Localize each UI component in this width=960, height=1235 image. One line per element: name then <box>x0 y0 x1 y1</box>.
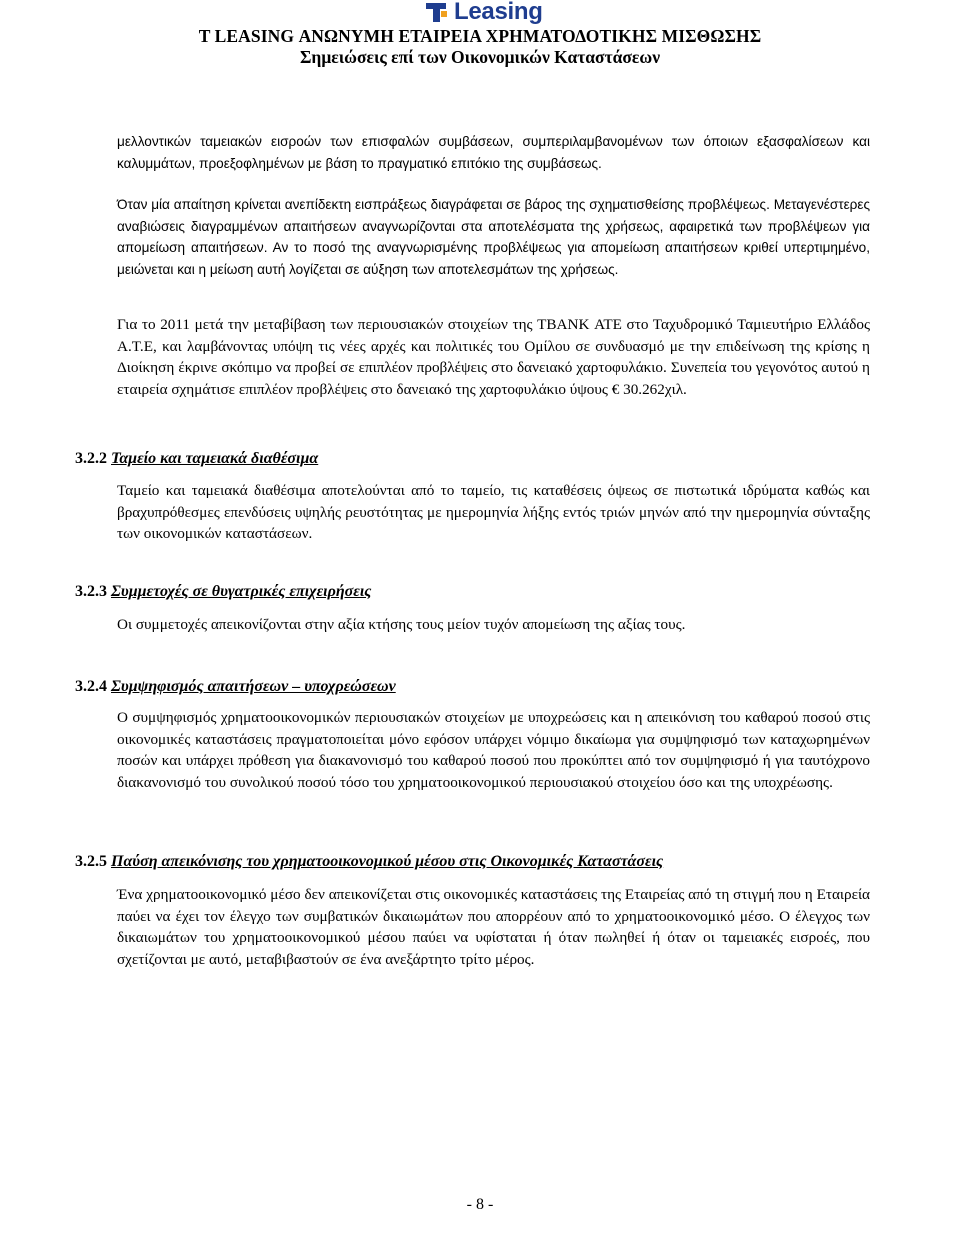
section-body-3-2-3 <box>117 614 870 636</box>
page-number: - 8 - <box>466 1196 494 1213</box>
section-body-3-2-4 <box>117 707 870 793</box>
paragraph-text: Όταν μία απαίτηση κρίνεται ανεπίδεκτη εισπράξεως διαγράφεται σε βάρος της σχηματισθείσης προβλέψεως. Μεταγενέστερες αναβιώσεις διαγραμμένων απαιτήσεων αναγνωρίζονται στα αποτελέσματα της χρήσεως, αφαιρετικά των προβλέψεων για απομείωση απαιτήσεων. Αν το ποσό της αναγνωρισμένης προβλέψεως για απομείωση απαιτήσεων κριθεί υπερτιμημένο, μειώνεται και η μείωση αυτή λογίζεται σε αύξηση των αποτελεσμάτων της χρήσεως. <box>117 197 870 277</box>
paragraph-text: Ταμείο και ταμειακά διαθέσιμα αποτελούνται από το ταμείο, τις καταθέσεις όψεως σε πιστωτικά ιδρύματα καθώς και βραχυπρόθεσμες επενδύσεις υψηλής ρευστότητας με ημερομηνία λήξης εντός τριών μηνών από την ημερομηνία σύνταξης των οικονομικών καταστάσεων. <box>117 482 870 543</box>
company-logo <box>426 0 543 24</box>
section-number: 3.2.3 <box>75 583 107 600</box>
section-number: 3.2.2 <box>75 450 107 467</box>
section-heading-3-2-5 <box>75 853 663 871</box>
document-subtitle: Σημειώσεις επί των Οικονομικών Καταστάσεων <box>299 47 661 67</box>
section-title: Ταμείο και ταμειακά διαθέσιμα <box>111 450 319 467</box>
section-heading-3-2-2 <box>75 450 318 468</box>
paragraph-text: Ένα χρηματοοικονομικό μέσο δεν απεικονίζεται στις οικονομικές καταστάσεις της Εταιρείας από τη στιγμή που η Εταιρεία παύει να έχει τον έλεγχο των συμβατικών δικαιωμάτων που απορρέουν από το χρηματοοικονομικό μέσο. Ο έλεγχος των δικαιωμάτων του χρηματοοικονομικού μέσου παύει να υφίσταται ή όταν πωληθεί ή όταν οι ταμειακές εισροές, που σχετίζονται με αυτό, μεταβιβαστούν σε ένα ανεξάρτητο τρίτο μέρος. <box>117 886 870 968</box>
t-logo-icon <box>426 2 448 22</box>
section-heading-3-2-3 <box>75 583 371 601</box>
section-number: 3.2.5 <box>75 853 107 870</box>
paragraph-1 <box>117 131 870 174</box>
paragraph-2 <box>117 194 870 280</box>
section-title: Συμμετοχές σε θυγατρικές επιχειρήσεις <box>111 583 372 600</box>
section-number: 3.2.4 <box>75 678 107 695</box>
paragraph-3 <box>117 314 870 400</box>
company-name: T LEASING ΑΝΩΝΥΜΗ ΕΤΑΙΡΕΙΑ ΧΡΗΜΑΤΟΔΟΤΙΚΗΣ ΜΙΣΘΩΣΗΣ <box>198 26 762 46</box>
paragraph-text: Ο συμψηφισμός χρηματοοικονομικών περιουσιακών στοιχείων με υποχρεώσεις και η απεικόνιση του καθαρού ποσού στις οικονομικές καταστάσεις πραγματοποιείται μόνο εφόσον υπάρχει νόμιμο δικαίωμα για συμψηφισμό των καταχωρημένων ποσών και υπάρχει πρόθεση για διακανονισμό του καθαρού ποσού που προκύπτει από τον συμψηφισμό ή για ταυτόχρονο διακανονισμό του συνολικού ποσού τόσο του χρηματοοικονομικού περιουσιακού στοιχείου όσο και της υποχρέωσης. <box>117 709 870 791</box>
paragraph-text: Για το 2011 μετά την μεταβίβαση των περιουσιακών στοιχείων της TBANK ΑΤΕ στο Ταχυδρομικό Ταμιευτήριο Ελλάδος Α.Τ.Ε, και λαμβάνοντας υπόψη τις νέες αρχές και πολιτικές του Ομίλου σε συνδυασμό με την επιδείνωση της κρίσης η Διοίκηση έκρινε σκόπιμο να προβεί σε επιπλέον προβλέψεις στο δανειακό χαρτοφυλάκιο. Συνεπεία του γεγονότος αυτού η εταιρεία σχημάτισε επιπλέον προβλέψεις στο δανειακό της χαρτοφυλάκιο ύψους € 30.262χιλ. <box>117 316 870 398</box>
section-title: Παύση απεικόνισης του χρηματοοικονομικού μέσου στις Οικονομικές Καταστάσεις <box>111 853 664 870</box>
paragraph-text: Οι συμμετοχές απεικονίζονται στην αξία κτήσης τους μείον τυχόν απομείωση της αξίας τους. <box>117 616 686 633</box>
section-title: Συμψηφισμός απαιτήσεων – υποχρεώσεων <box>111 678 396 695</box>
paragraph-text: μελλοντικών ταμειακών εισροών των επισφαλών συμβάσεων, συμπεριλαμβανομένων των όποιων εξασφαλίσεων και καλυμμάτων, προεξοφλημένων με βάση το πραγματικό επιτόκιο της συμβάσεως. <box>117 134 870 171</box>
section-body-3-2-2 <box>117 480 870 545</box>
logo-text: Leasing <box>454 0 543 25</box>
section-heading-3-2-4 <box>75 678 396 696</box>
section-body-3-2-5 <box>117 884 870 970</box>
